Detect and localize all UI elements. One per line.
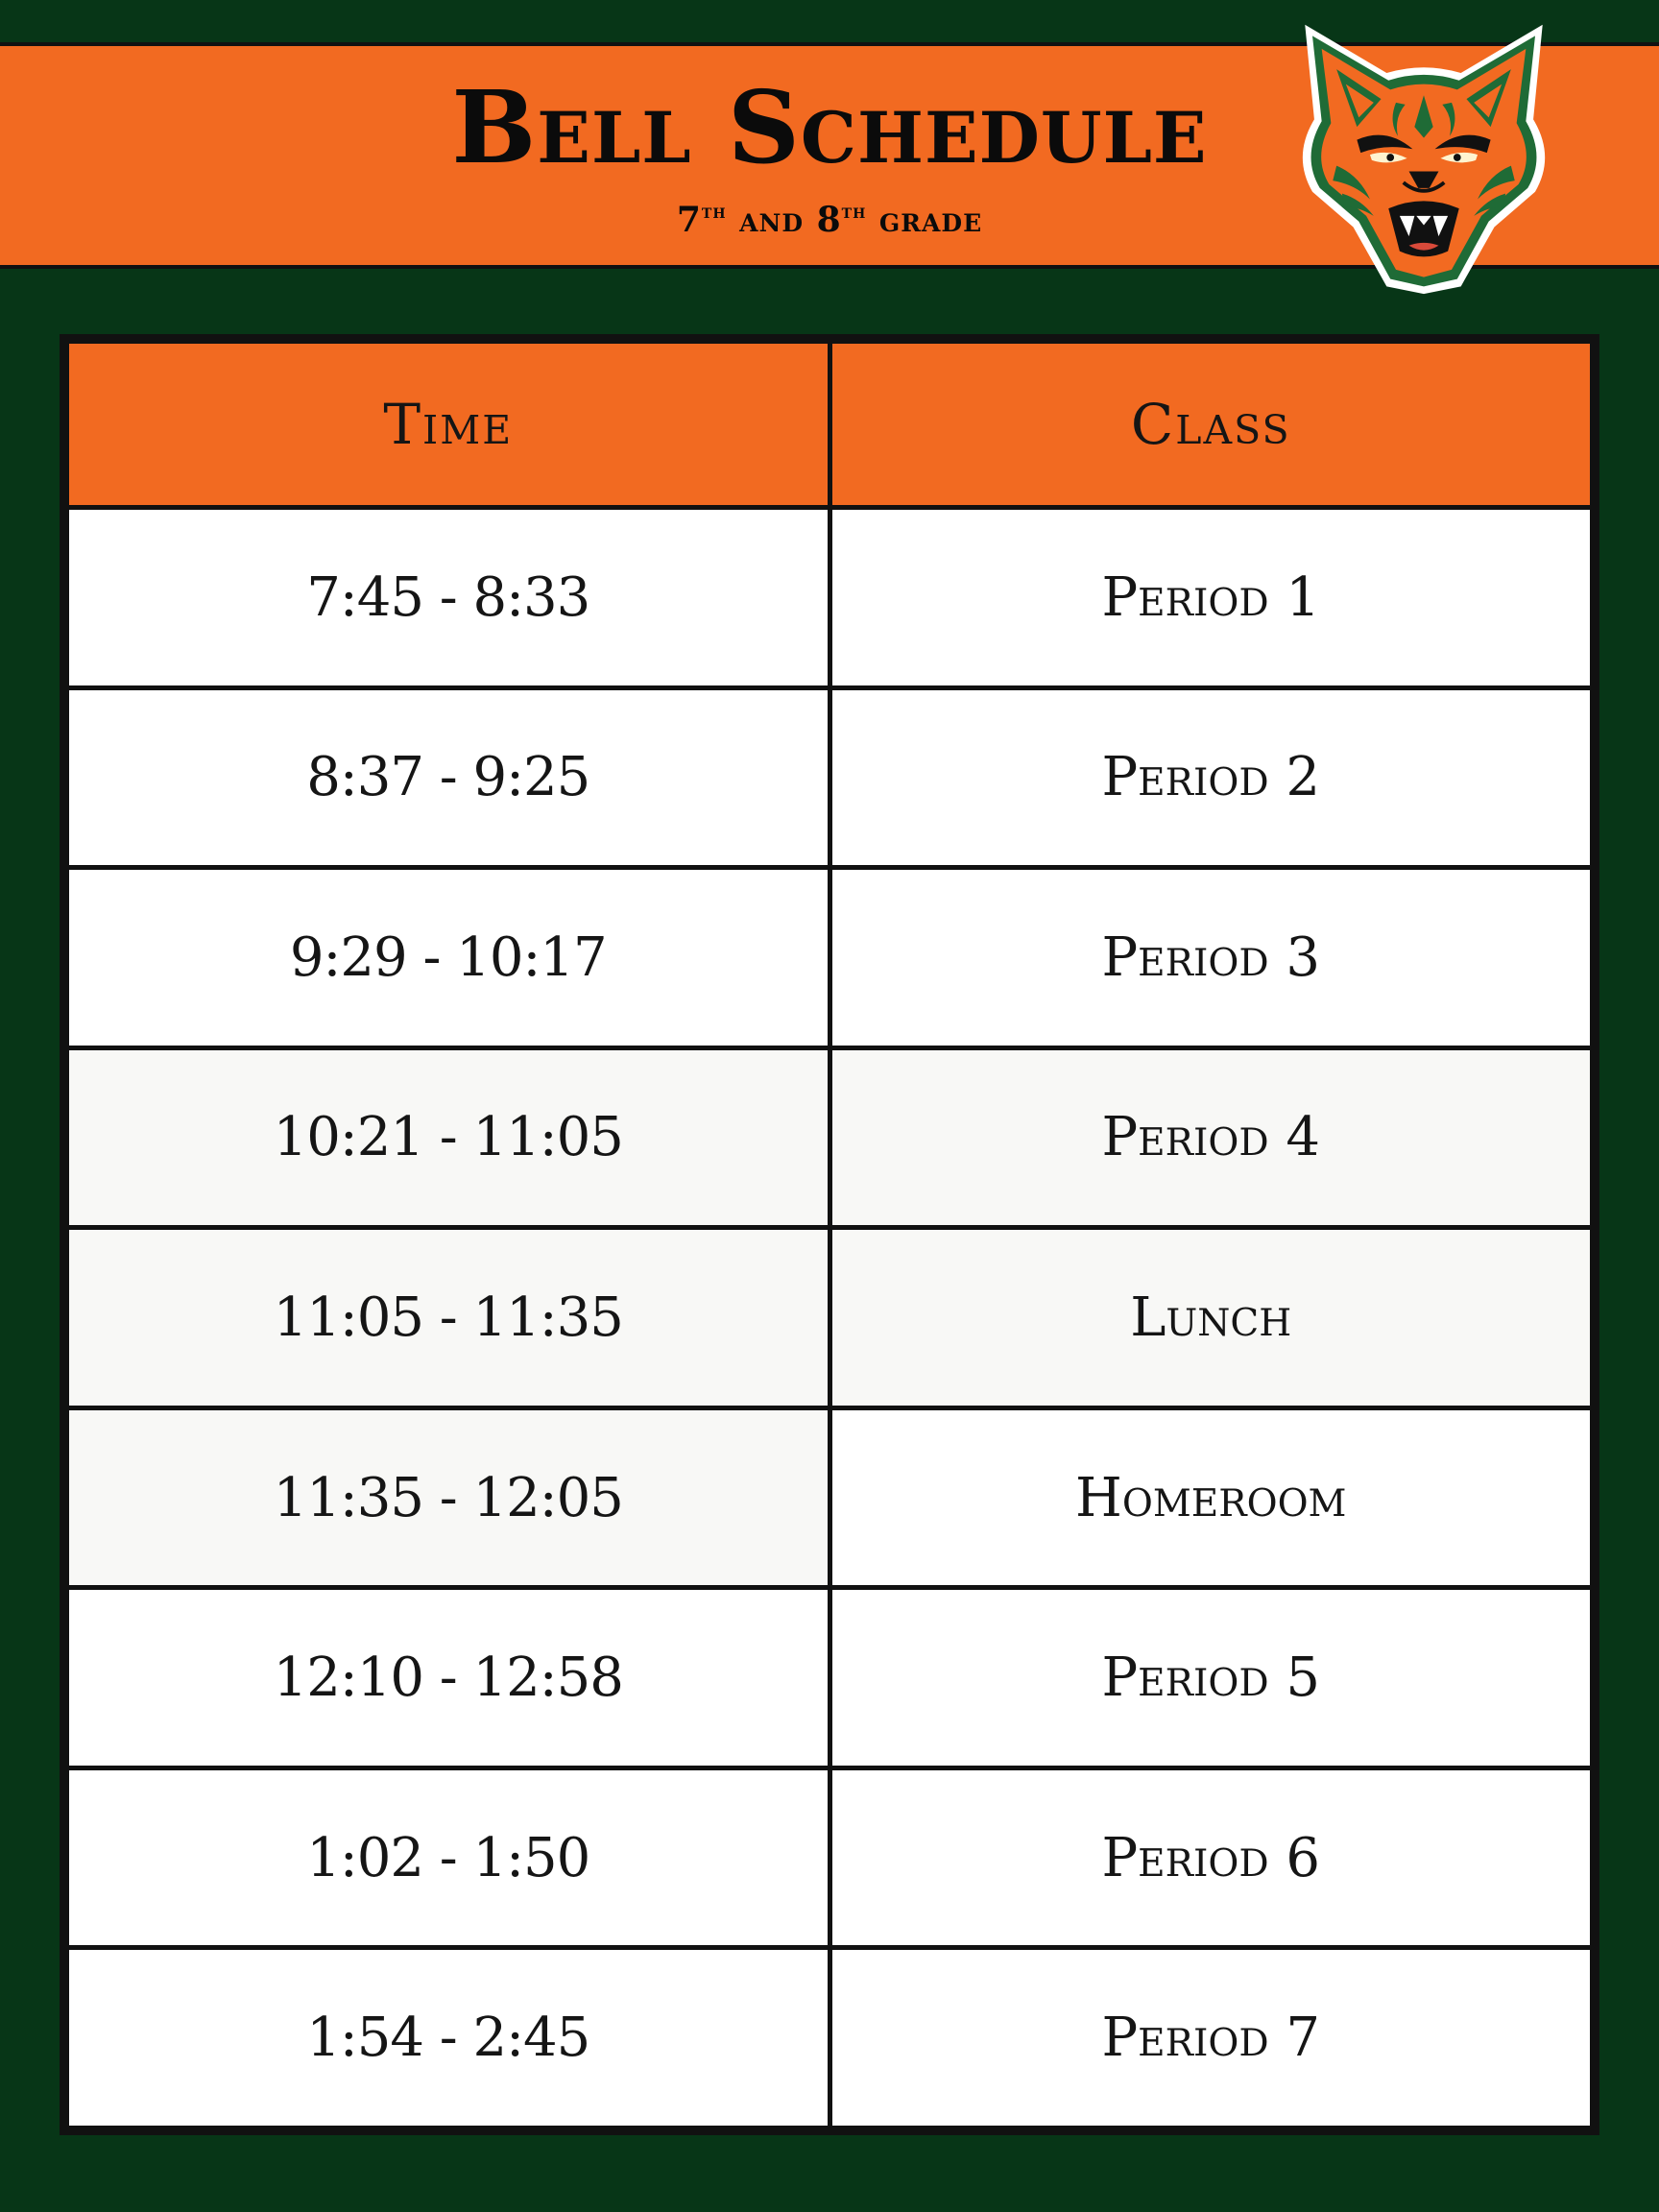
- table-row: [67, 1228, 1593, 1408]
- table-row: [67, 1948, 1593, 2128]
- table-row: [67, 687, 1593, 868]
- time-cell: 1:02 - 1:50: [67, 1767, 830, 1948]
- time-cell: 1:54 - 2:45: [67, 1948, 830, 2128]
- time-cell: 7:45 - 8:33: [67, 508, 830, 688]
- time-cell: 11:35 - 12:05: [67, 1407, 830, 1588]
- class-cell: Period 3: [830, 868, 1593, 1048]
- grade-connector: and: [739, 200, 805, 240]
- table-row: [67, 508, 1593, 688]
- schedule-grid: [64, 339, 1595, 2130]
- table-row: [67, 1047, 1593, 1228]
- time-cell: 10:21 - 11:05: [67, 1047, 830, 1228]
- table-row: [67, 868, 1593, 1048]
- grade-first-suffix: th: [701, 200, 727, 223]
- table-row: [67, 1407, 1593, 1588]
- grade-word: grade: [878, 200, 983, 240]
- column-header-class: Class: [830, 342, 1593, 508]
- grade-second: 8: [816, 200, 842, 240]
- wildcat-mascot-icon: [1283, 17, 1565, 296]
- class-cell: Period 6: [830, 1767, 1593, 1948]
- class-cell: Lunch: [830, 1228, 1593, 1408]
- grade-second-suffix: th: [841, 200, 867, 223]
- time-cell: 12:10 - 12:58: [67, 1588, 830, 1768]
- class-cell: Period 4: [830, 1047, 1593, 1228]
- page-title: Bell Schedule: [451, 68, 1208, 186]
- column-header-time: Time: [67, 342, 830, 508]
- class-cell: Period 5: [830, 1588, 1593, 1768]
- class-cell: Period 7: [830, 1948, 1593, 2128]
- class-cell: Period 1: [830, 508, 1593, 688]
- class-cell: Period 2: [830, 687, 1593, 868]
- table-header-row: [67, 342, 1593, 508]
- bell-schedule-table: [60, 334, 1599, 2135]
- time-cell: 11:05 - 11:35: [67, 1228, 830, 1408]
- class-cell: Homeroom: [830, 1407, 1593, 1588]
- time-cell: 8:37 - 9:25: [67, 687, 830, 868]
- grade-first: 7: [676, 200, 702, 240]
- table-row: [67, 1767, 1593, 1948]
- time-cell: 9:29 - 10:17: [67, 868, 830, 1048]
- table-row: [67, 1588, 1593, 1768]
